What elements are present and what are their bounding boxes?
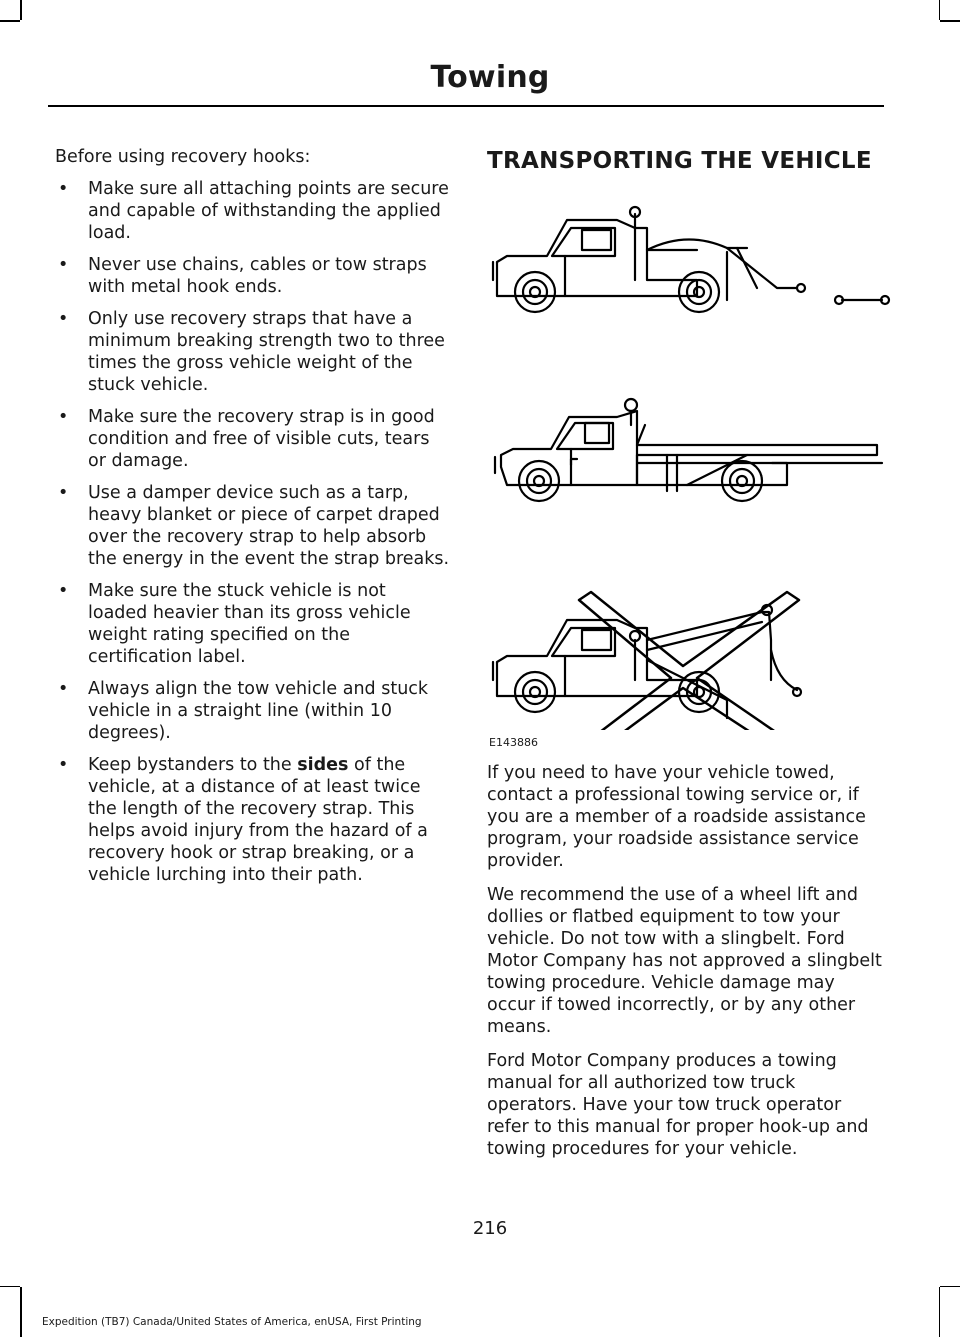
wheel-lift-truck-icon: [493, 207, 889, 312]
image-code: E143886: [489, 736, 538, 749]
list-item: [55, 678, 450, 744]
right-column-heading-wrap: [487, 146, 882, 176]
bullet-mark: •: [58, 483, 69, 503]
list-item-text: Only use recovery straps that have a minimum breaking strength two to three times the gross vehicle weight of the stuck vehicle.: [88, 309, 445, 395]
list-item-text: Use a damper device such as a tarp, heavy blanket or piece of carpet draped over the recovery strap to help absorb the energy in the event the strap breaks.: [88, 483, 450, 569]
paragraph: We recommend the use of a wheel lift and dollies or flatbed equipment to tow your vehicle. Do not tow with a slingbelt. Ford Motor Company has not approved a slingbelt towing procedure. Vehicle damage may occur if towed incorrectly, or by any other means.: [487, 885, 882, 1037]
page-title: Towing: [430, 60, 550, 95]
crop-mark: [940, 20, 960, 22]
right-column-body: [487, 762, 882, 1172]
recovery-hooks-list: [55, 178, 450, 886]
bullet-mark: •: [58, 679, 69, 699]
crop-mark: [939, 0, 941, 20]
flatbed-truck-icon: [495, 399, 882, 501]
header-rule: [48, 105, 884, 107]
list-item: [55, 308, 450, 396]
list-item: [55, 754, 450, 886]
crop-mark: [0, 1286, 20, 1288]
slingbelt-truck-icon: [493, 605, 801, 718]
paragraph: If you need to have your vehicle towed, contact a professional towing service or, if you are a member of a roadside assistance program, your roadside assistance service provider.: [487, 763, 866, 871]
list-item: [55, 406, 450, 472]
list-item-text: Make sure the stuck vehicle is not loaded heavier than its gross vehicle weight rating specified on the certification label.: [88, 581, 411, 667]
bullet-mark: •: [58, 309, 69, 329]
bullet-mark: •: [58, 255, 69, 275]
list-item-text: Make sure all attaching points are secure and capable of withstanding the applied load.: [88, 179, 449, 243]
crop-mark: [20, 1287, 22, 1337]
bullet-mark: •: [58, 179, 69, 199]
emphasis-sides: sides: [297, 755, 349, 775]
list-item: [55, 580, 450, 668]
list-item: [55, 178, 450, 244]
list-item: [55, 254, 450, 298]
bullet-mark: •: [58, 581, 69, 601]
page-number: 216: [472, 1218, 508, 1239]
tow-trucks-illustration: [487, 200, 897, 730]
crop-mark: [20, 0, 22, 20]
footer-edition: Expedition (TB7) Canada/United States of America, enUSA, First Printing: [42, 1316, 422, 1328]
recovery-hooks-intro: Before using recovery hooks:: [55, 147, 311, 167]
list-item-text: Make sure the recovery strap is in good condition and free of visible cuts, tears or damage.: [88, 407, 435, 471]
bullet-mark: •: [58, 755, 69, 775]
bullet-mark: •: [58, 407, 69, 427]
list-item-text: Always align the tow vehicle and stuck vehicle in a straight line (within 10 degrees).: [88, 679, 429, 743]
crop-mark: [939, 1287, 941, 1337]
list-item: [55, 482, 450, 570]
list-item-text-after: of the vehicle, at a distance of at least twice the length of the recovery strap. This helps avoid injury from the hazard of a recovery hook or strap breaking, or a vehicle lurching into their path.: [88, 755, 428, 885]
crop-mark: [0, 20, 20, 22]
paragraph: Ford Motor Company produces a towing manual for all authorized tow truck operators. Have your tow truck operator refer to this manual for proper hook-up and towing procedures for your vehicle.: [487, 1051, 869, 1159]
list-item-text-before: Keep bystanders to the: [88, 755, 298, 775]
left-column: [55, 146, 450, 896]
crop-mark: [940, 1286, 960, 1288]
list-item-text: Never use chains, cables or tow straps with metal hook ends.: [88, 255, 427, 297]
section-heading: TRANSPORTING THE VEHICLE: [487, 148, 872, 174]
